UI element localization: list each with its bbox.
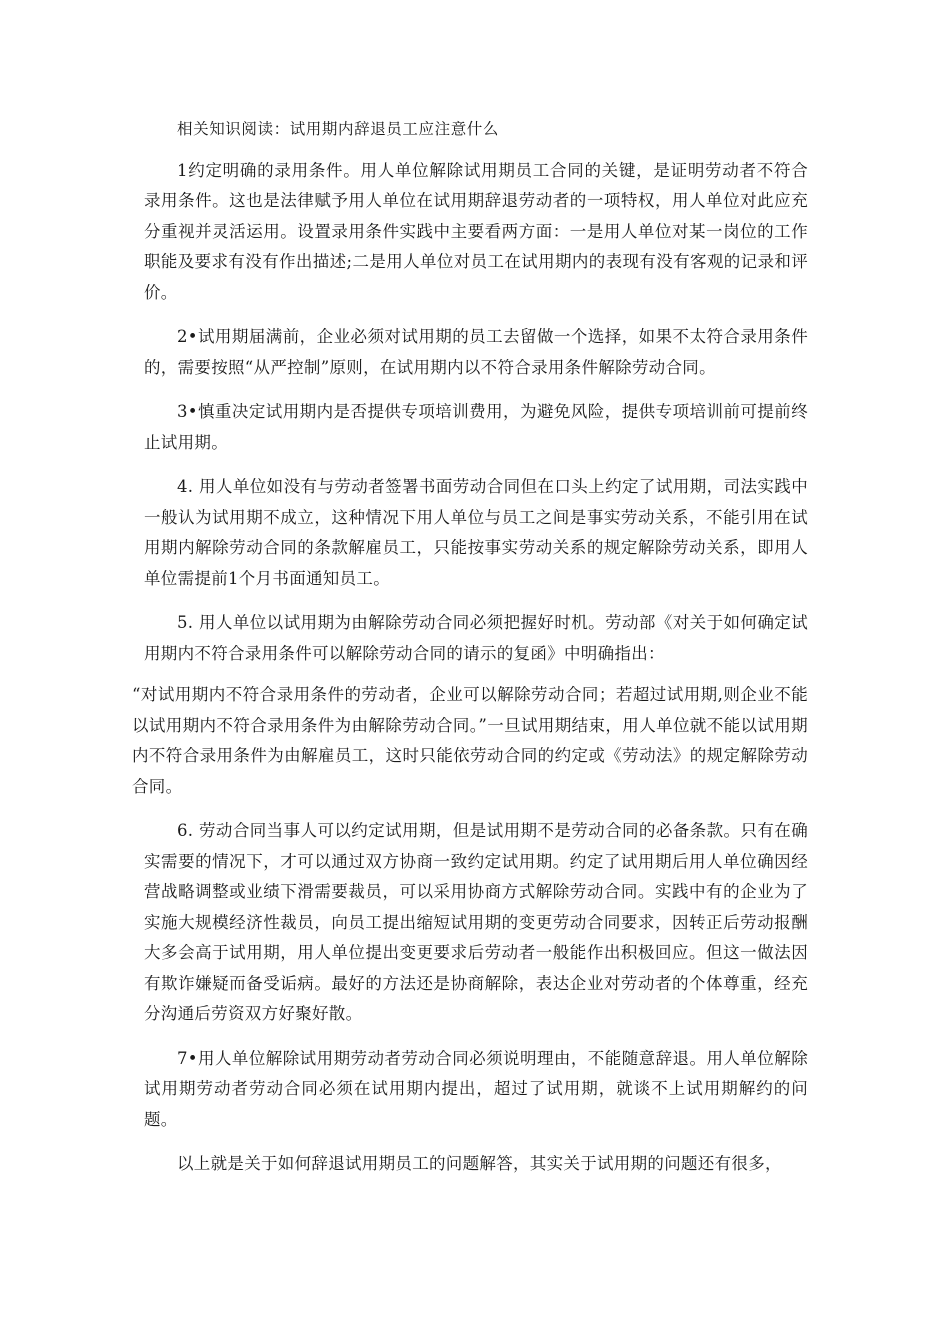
paragraph-5: 5. 用人单位以试用期为由解除劳动合同必须把握好时机。劳动部《对关于如何确定试用期内不符合录用条件可以解除劳动合同的请示的复函》中明确指出： [144, 613, 808, 663]
section-heading: 相关知识阅读：试用期内辞退员工应注意什么 [177, 120, 500, 138]
paragraph-1: 1约定明确的录用条件。用人单位解除试用期员工合同的关键，是证明劳动者不符合录用条件。这也是法律赋予用人单位在试用期辞退劳动者的一项特权，用人单位对此应充分重视并灵活运用。设置录用条件实践中主要看两方面：一是用人单位对某一岗位的工作职能及要求有没有作出描述;二是用人单位对员工在试用期内的表现有没有客观的记录和评价。 [144, 160, 808, 302]
paragraph-2: 2•试用期届满前，企业必须对试用期的员工去留做一个选择，如果不太符合录用条件的，需要按照“从严控制”原则，在试用期内以不符合录用条件解除劳动合同。 [144, 327, 808, 377]
paragraph-4: 4. 用人单位如没有与劳动者签署书面劳动合同但在口头上约定了试用期，司法实践中一般认为试用期不成立，这种情况下用人单位与员工之间是事实劳动关系，不能引用在试用期内解除劳动合同的条款解雇员工，只能按事实劳动关系的规定解除劳动关系，即用人单位需提前1个月书面通知员工。 [144, 477, 808, 588]
paragraph-quote: “对试用期内不符合录用条件的劳动者，企业可以解除劳动合同；若超过试用期,则企业不能以试用期内不符合录用条件为由解除劳动合同。”一旦试用期结束，用人单位就不能以试用期内不符合录用条件为由解雇员工，这时只能依劳动合同的约定或《劳动法》的规定解除劳动合同。 [132, 685, 808, 796]
paragraph-6: 6. 劳动合同当事人可以约定试用期，但是试用期不是劳动合同的必备条款。只有在确实需要的情况下，才可以通过双方协商一致约定试用期。约定了试用期后用人单位确因经营战略调整或业绩下滑需要裁员，可以采用协商方式解除劳动合同。实践中有的企业为了实施大规模经济性裁员，向员工提出缩短试用期的变更劳动合同要求，因转正后劳动报酬大多会高于试用期，用人单位提出变更要求后劳动者一般能作出积极回应。但这一做法因有欺诈嫌疑而备受诟病。最好的方法还是协商解除，表达企业对劳动者的个体尊重，经充分沟通后劳资双方好聚好散。 [144, 821, 808, 1023]
paragraph-closing: 以上就是关于如何辞退试用期员工的问题解答，其实关于试用期的问题还有很多， [177, 1154, 782, 1173]
document-body [132, 114, 808, 1180]
paragraph-7: 7•用人单位解除试用期劳动者劳动合同必须说明理由，不能随意辞退。用人单位解除试用期劳动者劳动合同必须在试用期内提出，超过了试用期，就谈不上试用期解约的问题。 [144, 1048, 808, 1129]
paragraph-3: 3•慎重决定试用期内是否提供专项培训费用，为避免风险，提供专项培训前可提前终止试用期。 [144, 402, 808, 452]
